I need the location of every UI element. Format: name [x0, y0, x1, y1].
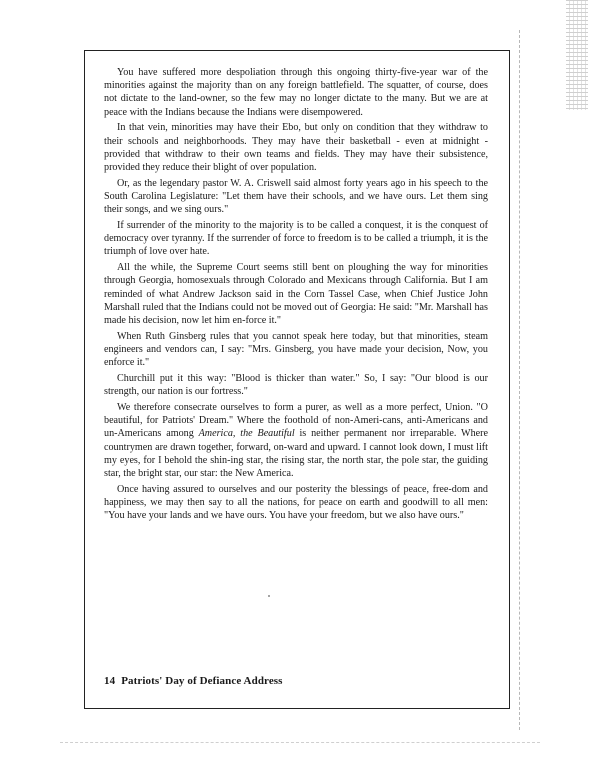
- page-number: 14: [104, 675, 116, 687]
- paragraph-4: If surrender of the minority to the majority is to be called a conquest, it is the conquest of democracy over tyranny. If the surrender of force to freedom is to be called a triumph, it is the triumph of love over hate.: [104, 220, 488, 258]
- paragraph-8-song-title: America, the Beautiful: [198, 428, 295, 440]
- paragraph-5: All the while, the Supreme Court seems still bent on ploughing the way for minorities through Georgia, homosexuals through Colorado and Mexicans through California. But I am reminded of what Andrew Jackson said in the Corn Tassel Case, when Chief Justice John Marshall ruled that the Indians could not be moved out of Georgia: He said: "Mr. Marshall has made his decision, now let him en-force it.": [104, 262, 488, 327]
- scan-speck: [268, 595, 270, 597]
- paragraph-7: Churchill put it this way: "Blood is thicker than water." So, I say: "Our blood is our strength, our nation is our fortress.": [104, 373, 488, 398]
- page-footer: [104, 675, 283, 687]
- footer-title: Patriots' Day of Defiance Address: [121, 675, 283, 687]
- paragraph-8: [104, 401, 488, 480]
- scan-edge-bottom: [60, 742, 540, 744]
- paragraph-1: You have suffered more despoliation through this ongoing thirty-five-year war of the minorities against the majority than on any foreign battlefield. The squatter, of course, does not dictate to the land-owner, so the few may no longer dictate to the many. But we are at peace with the Indians because the Indians were disempowered.: [104, 67, 488, 118]
- paragraph-9: Once having assured to ourselves and our posterity the blessings of peace, free-dom and happiness, we may then say to all the nations, for peace on earth and goodwill to all men: "You have your lands and we have ours. You have your freedom, but we also have ours.": [104, 483, 488, 522]
- scan-edge-speckle: [566, 0, 588, 110]
- paragraph-2: In that vein, minorities may have their Ebo, but only on condition that they withdraw to their schools and neighborhoods. They may have their basketball - even at midnight - provided that withdraw to their own teams and fields. They may have their subsistence, provided they reduce their blight of over population.: [104, 122, 488, 174]
- paragraph-6: When Ruth Ginsberg rules that you cannot speak here today, but that minorities, steam engineers and vendors can, I say: "Mrs. Ginsberg, you have made your decision, Now, you enforce it.": [104, 330, 488, 369]
- scan-edge-right: [519, 30, 524, 730]
- paragraph-8-before: We therefore consecrate ourselves to form a purer, as well as a more perfect, Union. "O beautiful, for Patriots' Dream." Where the foothold of non-Ameri-cans, anti-Americans and un-Americans among: [104, 402, 488, 440]
- paragraph-3: Or, as the legendary pastor W. A. Criswell said almost forty years ago in his speech to the South Carolina Legislature: "Let them have their schools, and we have ours. Let them sing their songs, and we sing ours.": [104, 177, 488, 216]
- document-body: [104, 66, 488, 525]
- paragraph-8-after: is neither permanent nor irreparable. Where countrymen are drawn together, forward, on-ward and upward. I cannot look down, I must lift my eyes, for I behold the shin-ing star, the rising star, the north star, the pole star, the guiding star, the bright star, our star: the New America.: [104, 428, 488, 480]
